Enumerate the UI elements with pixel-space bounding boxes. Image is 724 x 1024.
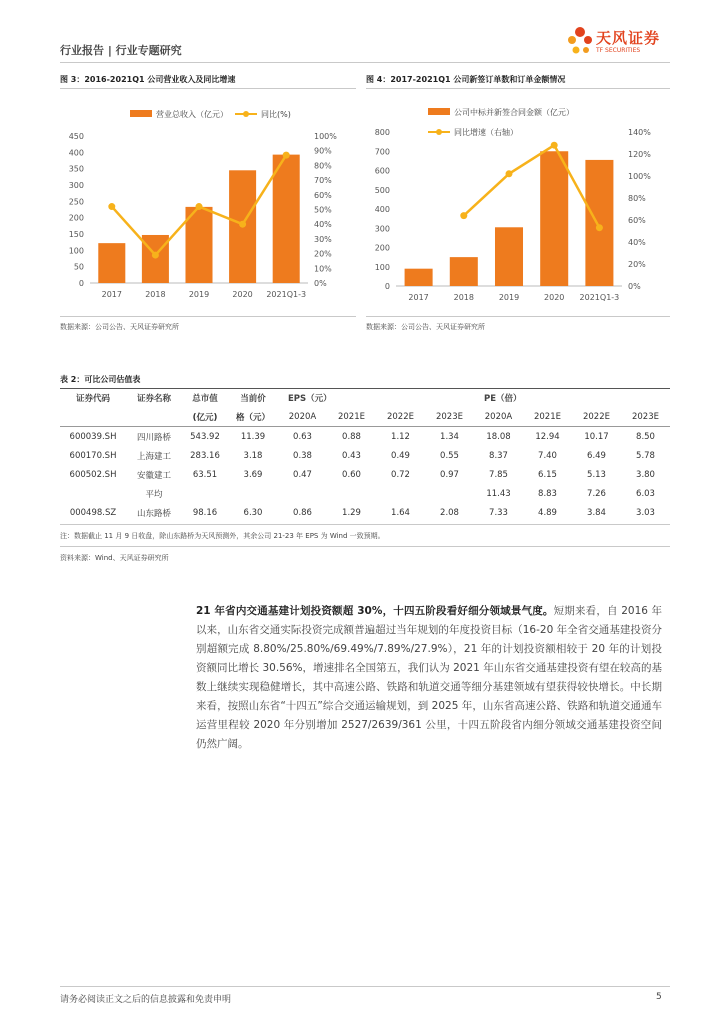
table-cell: 11.39 [240,431,266,442]
x-tick-label: 2018 [145,290,166,299]
right-tick-label: 50% [314,205,332,215]
table-cell: 5.78 [636,450,655,461]
table-cell: 6.15 [538,469,557,480]
right-tick-label: 40% [628,238,646,247]
header-eps-2020a: 2020A [288,411,317,422]
table-cell: 8.37 [489,450,508,461]
header-pe-2022e: 2022E [582,411,610,422]
x-tick-label: 2021Q1-3 [579,293,620,302]
header-pe-2023e: 2023E [631,411,659,422]
table-cell: 3.03 [636,507,655,518]
figure3-source: 数据来源：公司公告、天风证券研究所 [60,323,179,331]
table-cell: 3.80 [636,469,655,480]
table-cell: 7.33 [489,507,508,518]
chart-bar [450,257,478,286]
figure4-bottom-rule [366,316,670,317]
table-cell: 5.13 [587,469,606,480]
table-cell: 0.88 [342,431,361,442]
figure4-source: 数据来源：公司公告、天风证券研究所 [366,323,485,331]
table-cell: 1.12 [391,431,410,442]
table-row [60,427,670,447]
left-tick-label: 500 [374,185,390,195]
right-tick-label: 0% [314,279,327,288]
header-mktcap: 总市值 [192,393,218,404]
table-cell: 上海建工 [136,451,171,462]
table-cell: 0.97 [440,469,459,480]
left-tick-label: 600 [374,166,390,176]
table-note: 注：数据截止 11 月 9 日收盘，除山东路桥为天风预测外，其余公司 21-23 年 EPS 为 Wind 一致预期。 [60,532,385,540]
table-cell: 1.34 [440,431,459,442]
legend-line-label: 同比增速（右轴） [454,128,518,137]
right-tick-label: 20% [314,249,332,259]
left-tick-label: 0 [78,279,84,288]
body-paragraph [196,602,662,754]
table-cell: 0.55 [440,450,459,461]
table-cell: 四川路桥 [136,432,171,443]
valuation-table [60,388,670,522]
table-cell: 283.16 [190,450,220,461]
right-tick-label: 100% [628,172,651,181]
left-tick-label: 0 [384,282,390,291]
table-cell: 4.89 [538,507,557,518]
table-cell: 0.38 [293,450,312,461]
table-row [60,446,670,465]
header-mktcap-unit: (亿元) [192,412,218,423]
right-tick-label: 20% [628,260,646,269]
chart-bar [495,227,523,286]
table-cell: 7.40 [538,450,557,461]
chart-line [464,145,600,228]
figure3-title-rule [60,88,356,89]
table-cell: 10.17 [584,431,609,442]
left-tick-label: 800 [374,128,390,137]
table-cell: 6.49 [587,450,606,461]
table-cell [425,484,474,503]
figure3-bottom-rule [60,316,356,317]
table-cell: 98.16 [192,507,218,518]
table-row [60,465,670,484]
table-cell: 11.43 [486,488,511,499]
table-cell: 8.83 [538,488,557,499]
table-cell: 63.51 [192,469,218,480]
table-title: 表 2：可比公司估值表 [60,375,141,384]
left-tick-label: 400 [68,148,84,158]
left-tick-label: 200 [374,243,390,253]
table-cell: 安徽建工 [136,470,171,481]
left-tick-label: 300 [68,181,84,190]
table-cell: 3.69 [243,469,263,480]
legend-bar-label: 公司中标并新签合同金额（亿元） [454,108,574,117]
right-tick-label: 90% [314,146,332,156]
chart-point [108,203,115,210]
table-cell: 0.86 [293,507,312,518]
header-eps-2023e: 2023E [435,411,463,422]
right-tick-label: 70% [314,176,332,186]
left-tick-label: 350 [68,164,84,174]
right-tick-label: 60% [628,216,646,225]
table-row [60,503,670,522]
right-tick-label: 10% [314,264,332,274]
table-cell: 600170.SH [69,450,117,461]
chart-point [196,203,203,210]
table-cell [278,484,327,503]
footer-rule [60,986,670,987]
table-cell: 6.30 [243,507,263,518]
chart-point [596,224,603,231]
chart-point [283,152,290,159]
figure4-title-rule [366,88,670,89]
chart-bar [585,160,613,286]
left-tick-label: 300 [374,224,390,234]
legend-bar-swatch [130,110,152,117]
table-cell: 000498.SZ [69,507,117,518]
footer-disclaimer: 请务必阅读正文之后的信息披露和免责申明 [60,995,232,1005]
left-tick-label: 100 [374,262,390,272]
header-pe-2021e: 2021E [533,411,561,422]
logo-subtext: TF SECURITIES [596,47,641,54]
chart-point [551,142,558,149]
header-rule [60,62,670,63]
chart-legend [130,109,291,119]
table-cell [376,484,425,503]
table-header-row-2 [60,407,670,427]
figure3-title: 图 3：2016-2021Q1 公司营业收入及同比增速 [60,75,236,84]
table-cell: 0.47 [293,469,312,480]
table-cell: 0.63 [293,431,312,442]
revenue-chart [60,96,356,316]
table-cell: 0.43 [342,450,361,461]
x-tick-label: 2017 [408,293,429,302]
chart-point [460,212,467,219]
header-code: 证券代码 [75,393,110,404]
table-cell: 7.85 [489,469,508,480]
legend-line-marker [243,111,249,117]
right-tick-label: 80% [628,194,646,203]
left-tick-label: 200 [68,213,84,223]
chart-bar [273,155,300,283]
table-cell [182,484,228,503]
chart-legend [428,107,574,137]
table-cell: 3.84 [587,507,606,518]
page-number: 5 [656,992,662,1002]
header-pe-2020a: 2020A [484,411,513,422]
table-cell: 3.18 [243,450,263,461]
header-price: 当前价 [240,393,266,404]
right-tick-label: 120% [628,150,651,159]
left-tick-label: 450 [68,132,84,141]
right-tick-label: 40% [314,220,332,230]
chart-bar [142,235,169,283]
logo-text: 天风证券 [596,29,661,47]
header-eps: EPS（元） [288,393,332,404]
table-row [60,484,670,503]
header-pe: PE（倍） [484,393,522,404]
table-cell [327,484,376,503]
paragraph-text: 短期来看，自 2016 年以来，山东省交通实际投资完成额普遍超过当年规划的年度投资目标（16-20 年全省交通基建投资分别超额完成 8.80%/25.80%/69.49%/7.89%/27.9%），21 年的计划投资额相较于 20 年的计划投资额同比增长 30.56%，增速排名全国第五，我们认为 2021 年山东省交通基建投资有望在较高的基数上继续实现稳健增长，其中高速公路、铁路和轨道交通等细分基建领域有望获得较快增长。中长期来看，按照山东省“十四五”综合交通运输规划，到 2025 年，山东省高速公路、铁路和轨道交通通车运营里程较 2020 年分别增加 2527/2639/361 公里，十四五阶段省内细分领域交通基建投资空间仍然广阔。 [196,605,662,750]
legend-line-label: 同比(%) [261,110,291,119]
table-source: 资料来源：Wind、天风证券研究所 [60,554,169,562]
table-cell: 0.72 [391,469,410,480]
left-tick-label: 250 [68,197,84,207]
company-logo [566,22,676,62]
chart-point [239,221,246,228]
chart-bar [405,269,433,286]
table-cell: 600502.SH [69,469,117,480]
table-cell: 12.94 [535,431,560,442]
left-tick-label: 700 [374,147,390,157]
table-cell: 18.08 [486,431,511,442]
legend-line-marker [436,129,442,135]
table-cell: 6.03 [636,488,655,499]
header-eps-2022e: 2022E [386,411,414,422]
table-cell: 600039.SH [69,431,117,442]
left-tick-label: 400 [374,205,390,214]
table-cell: 1.29 [342,507,361,518]
right-tick-label: 30% [314,234,332,244]
x-tick-label: 2019 [498,293,520,302]
table-header-row-1 [60,388,670,407]
x-tick-label: 2020 [544,293,565,302]
orders-chart [366,96,670,316]
paragraph-lead: 21 年省内交通基建计划投资额超 30%，十四五阶段看好细分领域景气度。 [196,605,554,617]
table-cell: 7.26 [587,488,606,499]
petal-logo-icon [566,22,596,62]
header-eps-2021e: 2021E [337,411,365,422]
legend-bar-label: 营业总收入（亿元） [156,110,228,119]
right-tick-label: 60% [314,190,332,200]
table-cell: 平均 [145,489,163,500]
left-tick-label: 50 [73,262,84,272]
figure4-title: 图 4：2017-2021Q1 公司新签订单数和订单金额情况 [366,75,566,84]
right-tick-label: 140% [628,128,651,137]
header-price-unit: 格（元） [235,412,270,423]
table-cell [228,484,278,503]
table-cell: 山东路桥 [136,508,171,519]
chart-point [506,170,513,177]
left-tick-label: 150 [68,230,84,239]
table-cell: 2.08 [440,507,459,518]
header-name: 证券名称 [136,393,171,404]
table-cell [60,484,126,503]
x-tick-label: 2021Q1-3 [266,290,307,299]
note-rule [60,546,670,547]
x-tick-label: 2019 [188,290,210,299]
table-cell: 1.64 [391,507,410,518]
x-tick-label: 2017 [101,290,122,299]
chart-point [152,252,159,259]
report-breadcrumb: 行业报告 | 行业专题研究 [60,44,182,57]
table-cell: 8.50 [636,431,655,442]
left-tick-label: 100 [68,246,84,256]
chart-bar [98,243,125,283]
legend-bar-swatch [428,108,450,115]
x-tick-label: 2020 [232,290,253,299]
right-tick-label: 100% [314,132,337,141]
right-tick-label: 0% [628,282,641,291]
right-tick-label: 80% [314,161,332,171]
chart-bar [540,151,568,286]
x-tick-label: 2018 [453,293,474,302]
table-bottom-rule [60,524,670,525]
table-cell: 0.49 [391,450,410,461]
table-cell: 0.60 [342,469,361,480]
table-cell: 543.92 [190,431,220,442]
